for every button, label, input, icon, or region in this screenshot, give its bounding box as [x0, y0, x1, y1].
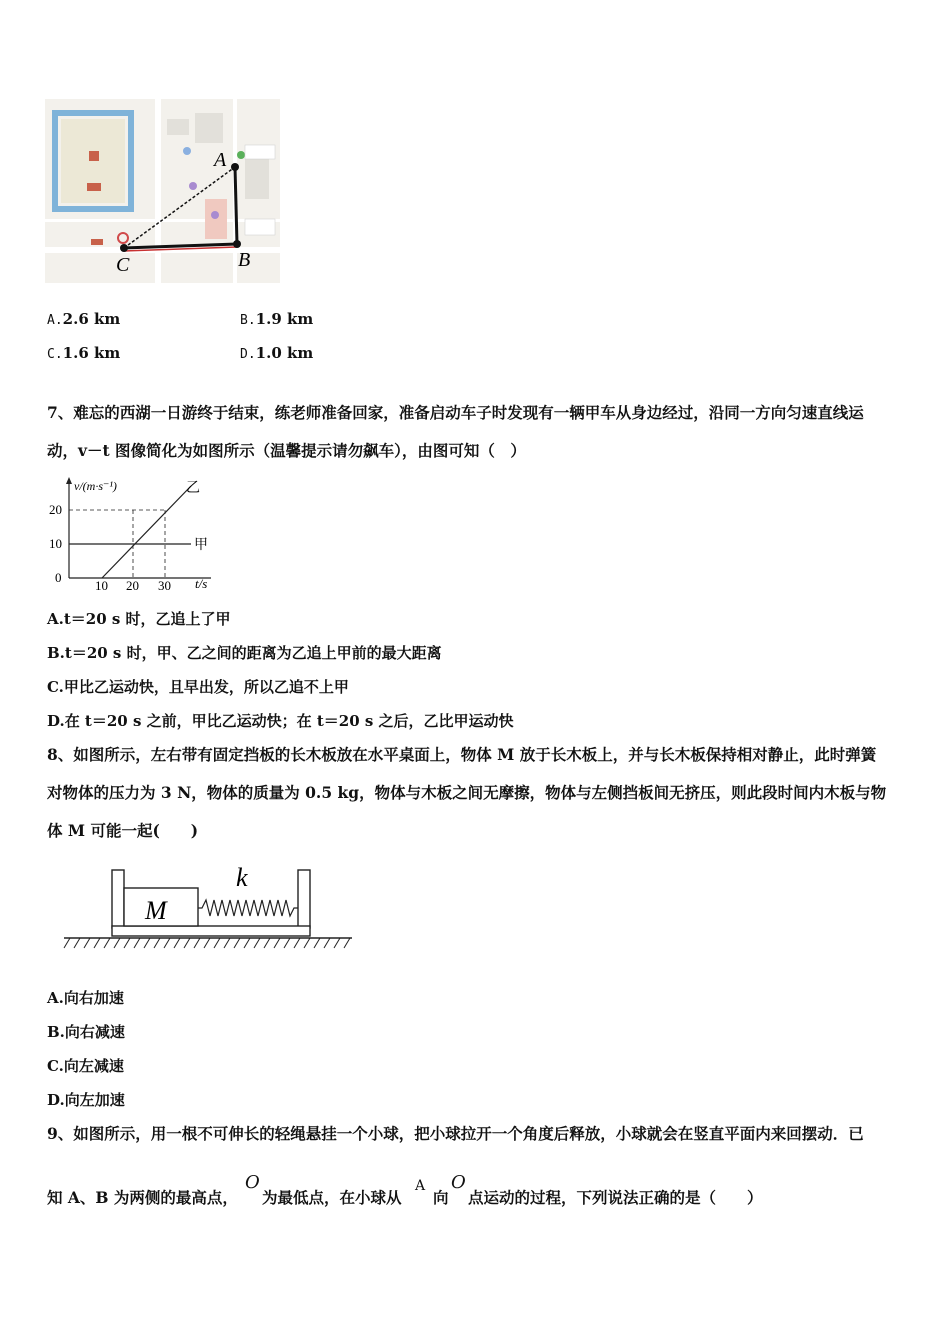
long-board: [112, 926, 310, 936]
series-yi-line: [102, 486, 191, 578]
q8-option-d: D.向左加速: [47, 1091, 125, 1109]
q7-option-d: D.在 t＝20 s 之前，甲比乙运动快；在 t＝20 s 之后，乙比甲运动快: [47, 712, 514, 730]
option-label: D.: [240, 347, 256, 362]
series-jia-label: 甲: [194, 538, 208, 553]
y-axis-label: v/(m·s⁻¹): [74, 479, 117, 493]
option-label: C.: [47, 347, 63, 362]
q7-option-b: B.t＝20 s 时，甲、乙之间的距离为乙追上甲前的最大距离: [47, 644, 442, 662]
map-label-c: C: [116, 254, 130, 276]
point-c-marker: [120, 244, 128, 252]
map-svg: [45, 99, 280, 283]
y-tick-20: 20: [49, 502, 62, 517]
ground-hatching: [64, 938, 350, 948]
option-label: B.: [240, 313, 256, 328]
q8-stem-line3: 体 M 可能一起( ): [47, 821, 199, 840]
q8-option-c: C.向左减速: [47, 1057, 124, 1075]
spring-board-figure: [62, 860, 354, 950]
q9-stem-line1: 9、如图所示，用一根不可伸长的轻绳悬挂一个小球，把小球拉开一个角度后释放，小球就会在竖直平面内来回摆动．已: [47, 1124, 864, 1143]
q7-stem-line1: 7、难忘的西湖一日游终于结束，练老师准备回家，准备启动车子时发现有一辆甲车从身边经过，沿同一方向匀速直线运: [47, 403, 864, 422]
spring-board-svg: [62, 860, 354, 950]
q9-symbol-a: A: [415, 1178, 426, 1194]
q9-seg4: 点运动的过程，下列说法正确的是（ ）: [468, 1188, 763, 1207]
vt-graph: [45, 474, 220, 594]
y-tick-10: 10: [49, 536, 62, 551]
map-label-a: A: [214, 149, 227, 171]
spring-label: k: [236, 863, 248, 892]
option-value: 1.6 km: [62, 344, 121, 362]
q8-stem-line2: 对物体的压力为 3 N，物体的质量为 0.5 kg，物体与木板之间无摩擦，物体与左侧挡板间无挤压，则此段时间内木板与物: [47, 783, 887, 802]
point-a-marker: [231, 163, 239, 171]
q7-stem-line2: 动，v－t 图像简化为如图所示（温馨提示请勿飙车），由图可知（ ）: [47, 441, 526, 460]
q9-symbol-o-1: O: [245, 1172, 260, 1193]
x-tick-20: 20: [126, 578, 139, 593]
q8-stem-line1: 8、如图所示，左右带有固定挡板的长木板放在水平桌面上，物体 M 放于长木板上，并与长木板保持相对静止，此时弹簧: [47, 745, 877, 764]
q9-seg1: 知 A、B 为两侧的最高点，: [47, 1188, 238, 1207]
option-value: 1.9 km: [255, 310, 314, 328]
q7-option-a: A.t＝20 s 时，乙追上了甲: [47, 610, 231, 628]
vt-graph-svg: [45, 474, 220, 594]
block-m-label: M: [145, 896, 167, 925]
option-value: 2.6 km: [62, 310, 121, 328]
q6-option-b: [240, 310, 313, 328]
x-tick-10: 10: [95, 578, 108, 593]
origin-label: 0: [55, 570, 62, 585]
q8-option-b: B.向右减速: [47, 1023, 125, 1041]
q7-option-c: C.甲比乙运动快，且早出发，所以乙追不上甲: [47, 678, 349, 696]
q9-symbol-o-2: O: [451, 1172, 466, 1193]
point-b-marker: [233, 240, 241, 248]
option-value: 1.0 km: [255, 344, 314, 362]
map-label-b: B: [238, 249, 251, 271]
q9-seg2: 为最低点，在小球从: [262, 1188, 402, 1207]
q6-option-c: [47, 344, 120, 362]
q6-option-d: [240, 344, 313, 362]
spring: [198, 900, 298, 916]
q6-option-a: [47, 310, 120, 328]
map-figure: [45, 99, 280, 283]
option-label: A.: [47, 313, 63, 328]
q9-seg3: 向: [433, 1188, 449, 1207]
x-tick-30: 30: [158, 578, 171, 593]
series-yi-label: 乙: [186, 481, 200, 496]
q8-option-a: A.向右加速: [47, 989, 124, 1007]
x-axis-label: t/s: [195, 576, 208, 591]
